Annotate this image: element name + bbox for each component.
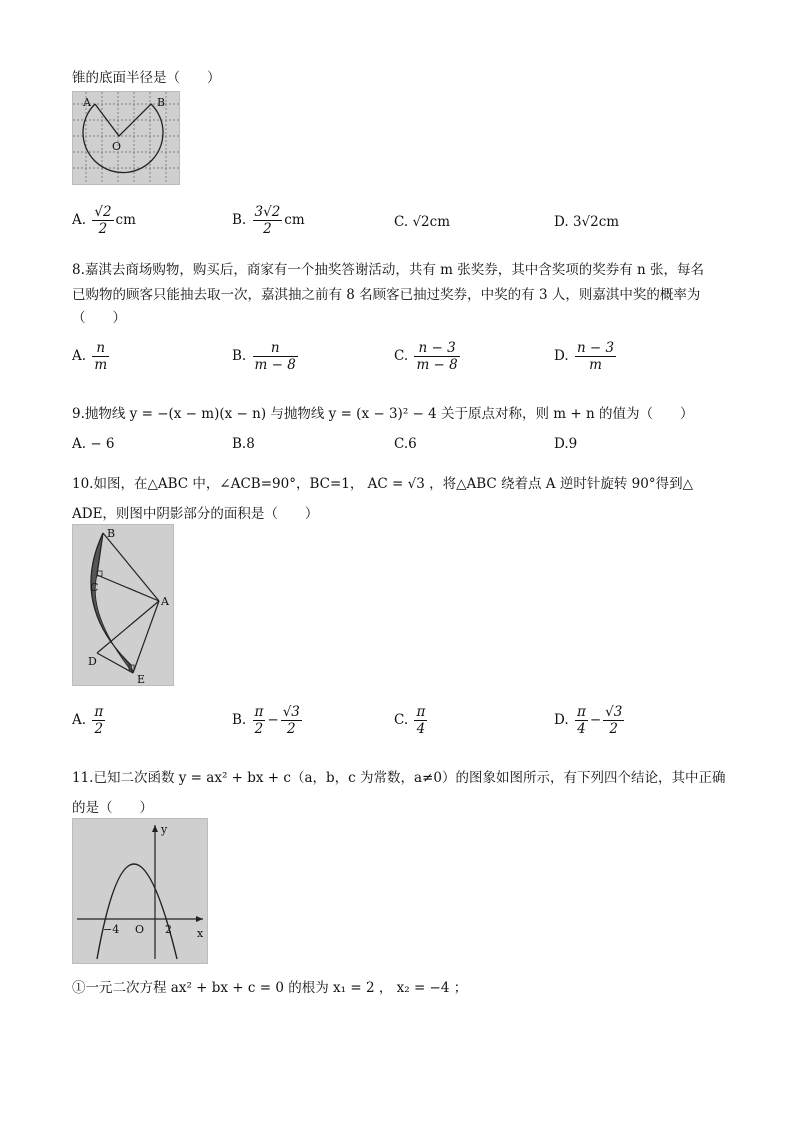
q7-option-b-frac	[253, 204, 283, 237]
q8-option-c-frac	[414, 340, 459, 373]
q7-option-c-label: C.	[394, 214, 409, 230]
q10-label-d: D	[88, 655, 97, 668]
q9-stem: 9.抛物线 y = −(x − m)(x − n) 与抛物线 y = (x − 3)² − 4 关于原点对称，则 m + n 的值为（ ）	[72, 406, 694, 422]
q8-option-b-label: B.	[232, 348, 247, 364]
q7-option-c-value: √2cm	[412, 214, 450, 230]
q7-option-a-unit: cm	[115, 212, 136, 228]
q8-option-a-label: A.	[72, 348, 87, 364]
q10-option-d-den1: 4	[577, 721, 586, 737]
q10-option-b-label: B.	[232, 712, 247, 728]
q10-option-b-den1: 2	[254, 721, 264, 737]
q10-option-d-frac1	[575, 704, 588, 737]
q10-option-c-label: C.	[394, 712, 409, 728]
q8-option-c-num: n − 3	[414, 340, 459, 357]
q10-option-a-label: A.	[72, 712, 87, 728]
q10-line-1: 10.如图，在△ABC 中，∠ACB=90°，BC=1， AC = √3 ，将△ABC 绕着点 A 逆时针旋转 90°得到△	[72, 476, 693, 492]
q10-option-c-num: π	[416, 704, 426, 720]
q7-option-c	[394, 214, 450, 230]
q7-option-b-label: B.	[232, 212, 247, 228]
q9-option-b: B.8	[232, 436, 255, 452]
q8-option-d	[554, 340, 618, 373]
q10-option-d-num1: π	[576, 704, 586, 720]
q7-option-a-num: √2	[94, 204, 112, 220]
q8-option-b	[232, 340, 300, 373]
q8-option-d-num: n − 3	[576, 340, 615, 356]
q7-stem-tail: 锥的底面半径是（ ）	[72, 70, 221, 86]
q10-option-d-minus: −	[589, 712, 602, 728]
q8-option-b-frac	[253, 340, 298, 373]
q10-option-b-num2: √3	[282, 704, 300, 720]
q10-label-b: B	[107, 527, 116, 540]
q10-option-b-frac1	[253, 704, 266, 737]
q7-option-d-value: 3√2cm	[572, 214, 620, 230]
q10-option-d	[554, 704, 626, 737]
q10-option-d-num2: √3	[605, 704, 623, 720]
q10-figure-svg	[73, 525, 173, 685]
q7-figure-svg	[73, 92, 179, 184]
q10-option-d-label: D.	[554, 712, 569, 728]
q7-option-a-label: A.	[72, 212, 87, 228]
q11-label-x: x	[197, 927, 204, 940]
q10-option-b-den2: 2	[287, 721, 296, 737]
q8-option-a-frac	[92, 340, 109, 373]
q8-option-c-den: m − 8	[416, 357, 458, 373]
q10-option-a	[72, 704, 107, 737]
q9-option-d: D.9	[554, 436, 578, 452]
q7-label-a: A	[83, 96, 91, 109]
q8-option-a-num: n	[92, 340, 109, 357]
q10-option-a-den: 2	[94, 721, 104, 737]
q7-label-o: O	[112, 140, 122, 153]
q10-option-c	[394, 704, 429, 737]
q10-option-b-frac2	[281, 704, 302, 737]
q7-option-b-num: 3√2	[254, 204, 281, 220]
q10-option-d-den2: 2	[609, 721, 619, 737]
q7-figure	[72, 91, 180, 185]
q7-option-a-frac	[92, 204, 113, 237]
q8-option-d-frac	[575, 340, 616, 373]
q10-option-b-num1: π	[254, 704, 264, 720]
q7-option-b	[232, 204, 305, 237]
q10-option-a-frac	[92, 704, 105, 737]
q10-label-a: A	[161, 595, 169, 608]
q8-option-c	[394, 340, 462, 373]
q10-option-c-den: 4	[416, 721, 426, 737]
q8-option-b-num: n	[253, 340, 298, 357]
q7-option-a-den: 2	[98, 221, 108, 237]
q10-option-a-num: π	[94, 704, 104, 720]
q11-line-2: 的是（ ）	[72, 800, 153, 816]
q10-line-2: ADE，则图中阴影部分的面积是（ ）	[72, 506, 319, 522]
q8-option-b-den: m − 8	[254, 357, 296, 373]
q11-label-2: 2	[165, 923, 172, 936]
q11-statement-1: ①一元二次方程 ax² + bx + c = 0 的根为 x₁ = 2 ， x₂ = −4 ；	[72, 980, 468, 996]
q8-line-1: 8.嘉淇去商场购物，购买后，商家有一个抽奖答谢活动，共有 m 张奖券，其中含奖项的奖券有 n 张，每名	[72, 262, 705, 278]
q7-option-b-unit: cm	[284, 212, 305, 228]
q7-label-b: B	[157, 96, 166, 109]
q11-label-neg4: −4	[103, 923, 120, 936]
q11-figure-svg	[73, 819, 207, 963]
q11-label-y: y	[161, 823, 168, 836]
q9-option-a: A. − 6	[72, 436, 115, 452]
q10-option-b-minus: −	[267, 712, 279, 728]
q7-option-b-den: 2	[263, 221, 272, 237]
q8-line-2: 已购物的顾客只能抽去取一次，嘉淇抽之前有 8 名顾客已抽过奖券，中奖的有 3 人，则嘉淇中奖的概率为	[72, 287, 701, 303]
q11-label-o: O	[135, 923, 145, 936]
q10-option-d-frac2	[603, 704, 624, 737]
q10-label-e: E	[137, 673, 146, 685]
q8-option-d-label: D.	[554, 348, 569, 364]
q11-figure	[72, 818, 208, 964]
q11-line-1: 11.已知二次函数 y = ax² + bx + c（a，b，c 为常数，a≠0）的图象如图所示，有下列四个结论，其中正确	[72, 770, 726, 786]
q7-option-d-label: D.	[554, 214, 569, 230]
q9-option-c: C.6	[394, 436, 417, 452]
q8-line-3: （ ）	[72, 310, 126, 326]
q8-option-a	[72, 340, 111, 373]
q10-option-b	[232, 704, 304, 737]
q10-figure	[72, 524, 174, 686]
q8-option-a-den: m	[94, 357, 108, 373]
q8-option-d-den: m	[589, 357, 602, 373]
q7-option-a	[72, 204, 136, 237]
q10-label-c: C	[90, 581, 99, 594]
q7-option-d	[554, 214, 619, 230]
q10-option-c-frac	[414, 704, 427, 737]
q8-option-c-label: C.	[394, 348, 409, 364]
